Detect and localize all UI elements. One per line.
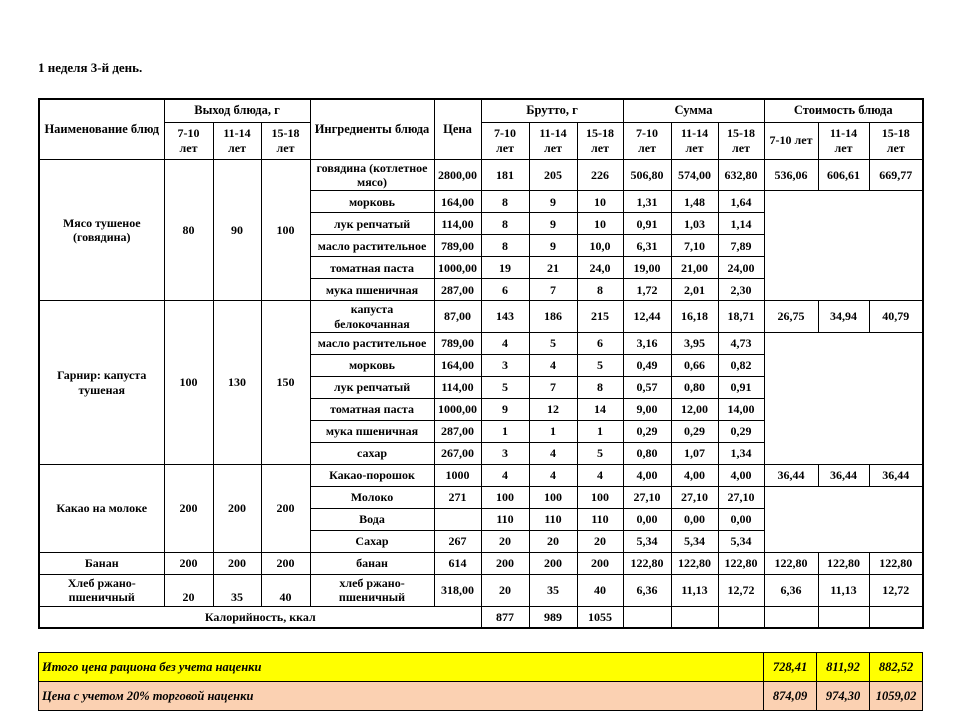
sum-cell: 9,00	[623, 399, 671, 421]
price-cell	[434, 509, 481, 531]
sum-cell: 4,73	[718, 333, 764, 355]
price-cell: 614	[434, 553, 481, 575]
age-header-output-15-18: 15-18 лет	[261, 122, 310, 159]
ingredient-cell: говядина (котлетное мясо)	[310, 159, 434, 191]
header-row-groups	[39, 99, 923, 122]
sum-cell: 27,10	[718, 487, 764, 509]
sum-cell: 1,34	[718, 443, 764, 465]
cost-cell: 606,61	[818, 159, 869, 191]
calories-row	[39, 606, 923, 628]
gross-cell: 8	[577, 279, 623, 301]
gross-cell: 8	[577, 377, 623, 399]
cost-cell: 122,80	[818, 553, 869, 575]
dish-name-cell: Гарнир: капуста тушеная	[39, 301, 164, 465]
output-cell: 200	[213, 465, 261, 553]
gross-cell: 110	[577, 509, 623, 531]
sum-cell: 18,71	[718, 301, 764, 333]
ingredient-cell: капуста белокочанная	[310, 301, 434, 333]
calories-value: 877	[481, 606, 529, 628]
gross-cell: 12	[529, 399, 577, 421]
price-cell: 2800,00	[434, 159, 481, 191]
ingredient-cell: банан	[310, 553, 434, 575]
ingredient-row	[39, 465, 923, 487]
gross-cell: 3	[481, 355, 529, 377]
empty-cell	[623, 606, 671, 628]
sum-cell: 1,64	[718, 191, 764, 213]
output-cell: 20	[164, 575, 213, 607]
sum-cell: 27,10	[623, 487, 671, 509]
price-cell: 271	[434, 487, 481, 509]
total-value: 811,92	[817, 653, 870, 682]
empty-cell	[818, 606, 869, 628]
sum-cell: 5,34	[623, 531, 671, 553]
sum-cell: 4,00	[671, 465, 718, 487]
output-cell: 150	[261, 301, 310, 465]
gross-cell: 10	[577, 191, 623, 213]
sum-cell: 7,10	[671, 235, 718, 257]
dish-name-cell: Хлеб ржано-пшеничный	[39, 575, 164, 607]
gross-cell: 143	[481, 301, 529, 333]
gross-cell: 20	[481, 531, 529, 553]
age-header-gross-7-10: 7-10 лет	[481, 122, 529, 159]
gross-cell: 20	[529, 531, 577, 553]
calories-value: 1055	[577, 606, 623, 628]
cost-cell: 669,77	[869, 159, 923, 191]
output-cell: 90	[213, 159, 261, 301]
gross-cell: 7	[529, 377, 577, 399]
price-cell: 789,00	[434, 235, 481, 257]
gross-cell: 200	[481, 553, 529, 575]
empty-cell	[671, 606, 718, 628]
price-cell: 87,00	[434, 301, 481, 333]
ingredient-cell: лук репчатый	[310, 213, 434, 235]
gross-cell: 4	[481, 465, 529, 487]
total-label: Цена с учетом 20% торговой наценки	[39, 682, 764, 711]
price-cell: 114,00	[434, 377, 481, 399]
sum-cell: 574,00	[671, 159, 718, 191]
ingredient-cell: томатная паста	[310, 399, 434, 421]
dish-name-cell: Мясо тушеное (говядина)	[39, 159, 164, 301]
gross-cell: 100	[577, 487, 623, 509]
gross-cell: 110	[529, 509, 577, 531]
output-cell: 40	[261, 575, 310, 607]
total-value: 728,41	[764, 653, 817, 682]
col-header-gross: Брутто, г	[481, 99, 623, 122]
sum-cell: 1,72	[623, 279, 671, 301]
gross-cell: 110	[481, 509, 529, 531]
sum-cell: 4,00	[718, 465, 764, 487]
sum-cell: 4,00	[623, 465, 671, 487]
ingredient-cell: сахар	[310, 443, 434, 465]
total-row-with-markup	[39, 682, 923, 711]
age-header-gross-15-18: 15-18 лет	[577, 122, 623, 159]
output-cell: 130	[213, 301, 261, 465]
sum-cell: 24,00	[718, 257, 764, 279]
gross-cell: 181	[481, 159, 529, 191]
cost-cell: 26,75	[764, 301, 818, 333]
gross-cell: 4	[529, 443, 577, 465]
empty-cell	[764, 606, 818, 628]
price-cell: 114,00	[434, 213, 481, 235]
col-header-ingredients: Ингредиенты блюда	[310, 99, 434, 159]
sum-cell: 6,36	[623, 575, 671, 607]
gross-cell: 4	[529, 465, 577, 487]
calories-label: Калорийность, ккал	[39, 606, 481, 628]
sum-cell: 0,66	[671, 355, 718, 377]
sum-cell: 7,89	[718, 235, 764, 257]
age-header-sum-7-10: 7-10 лет	[623, 122, 671, 159]
sum-cell: 122,80	[623, 553, 671, 575]
output-cell: 200	[261, 465, 310, 553]
ingredient-cell: Какао-порошок	[310, 465, 434, 487]
sum-cell: 2,30	[718, 279, 764, 301]
sum-cell: 632,80	[718, 159, 764, 191]
cost-cell: 11,13	[818, 575, 869, 607]
price-cell: 287,00	[434, 279, 481, 301]
col-header-price: Цена	[434, 99, 481, 159]
output-cell: 100	[261, 159, 310, 301]
sum-cell: 0,82	[718, 355, 764, 377]
output-cell: 200	[261, 553, 310, 575]
cost-cell: 36,44	[818, 465, 869, 487]
age-header-output-7-10: 7-10 лет	[164, 122, 213, 159]
sum-cell: 0,91	[718, 377, 764, 399]
gross-cell: 226	[577, 159, 623, 191]
cost-cell: 36,44	[764, 465, 818, 487]
ingredient-cell: мука пшеничная	[310, 421, 434, 443]
age-header-output-11-14: 11-14 лет	[213, 122, 261, 159]
gross-cell: 6	[481, 279, 529, 301]
gross-cell: 19	[481, 257, 529, 279]
sum-cell: 0,49	[623, 355, 671, 377]
total-value: 974,30	[817, 682, 870, 711]
merged-cost-cell	[764, 191, 923, 301]
dish-name-cell: Банан	[39, 553, 164, 575]
gross-cell: 21	[529, 257, 577, 279]
sum-cell: 122,80	[671, 553, 718, 575]
age-header-sum-11-14: 11-14 лет	[671, 122, 718, 159]
total-value: 874,09	[764, 682, 817, 711]
gross-cell: 9	[481, 399, 529, 421]
sum-cell: 0,00	[671, 509, 718, 531]
total-row-without-markup	[39, 653, 923, 682]
sum-cell: 0,29	[671, 421, 718, 443]
calories-value: 989	[529, 606, 577, 628]
sum-cell: 16,18	[671, 301, 718, 333]
price-cell: 789,00	[434, 333, 481, 355]
gross-cell: 100	[481, 487, 529, 509]
ingredient-row	[39, 575, 923, 607]
ingredient-cell: масло растительное	[310, 235, 434, 257]
gross-cell: 20	[577, 531, 623, 553]
price-cell: 1000,00	[434, 257, 481, 279]
gross-cell: 1	[481, 421, 529, 443]
totals-table	[38, 652, 923, 711]
gross-cell: 4	[529, 355, 577, 377]
gross-cell: 24,0	[577, 257, 623, 279]
gross-cell: 4	[577, 465, 623, 487]
merged-cost-cell	[764, 333, 923, 465]
ingredient-cell: масло растительное	[310, 333, 434, 355]
price-cell: 267,00	[434, 443, 481, 465]
cost-cell: 40,79	[869, 301, 923, 333]
gross-cell: 6	[577, 333, 623, 355]
empty-cell	[718, 606, 764, 628]
col-header-output: Выход блюда, г	[164, 99, 310, 122]
gross-cell: 1	[529, 421, 577, 443]
sum-cell: 0,00	[623, 509, 671, 531]
sum-cell: 14,00	[718, 399, 764, 421]
menu-table	[38, 98, 924, 629]
sum-cell: 12,00	[671, 399, 718, 421]
gross-cell: 215	[577, 301, 623, 333]
sum-cell: 506,80	[623, 159, 671, 191]
price-cell: 164,00	[434, 191, 481, 213]
sum-cell: 5,34	[671, 531, 718, 553]
output-cell: 200	[164, 553, 213, 575]
output-cell: 200	[213, 553, 261, 575]
ingredient-row	[39, 301, 923, 333]
ingredient-cell: хлеб ржано-пшеничный	[310, 575, 434, 607]
dish-name-cell: Какао на молоке	[39, 465, 164, 553]
gross-cell: 8	[481, 213, 529, 235]
sum-cell: 2,01	[671, 279, 718, 301]
price-cell: 1000	[434, 465, 481, 487]
ingredient-cell: Вода	[310, 509, 434, 531]
sum-cell: 1,14	[718, 213, 764, 235]
age-header-cost-11-14: 11-14 лет	[818, 122, 869, 159]
price-cell: 1000,00	[434, 399, 481, 421]
sum-cell: 1,48	[671, 191, 718, 213]
age-header-cost-7-10: 7-10 лет	[764, 122, 818, 159]
gross-cell: 7	[529, 279, 577, 301]
gross-cell: 8	[481, 191, 529, 213]
output-cell: 200	[164, 465, 213, 553]
sum-cell: 5,34	[718, 531, 764, 553]
gross-cell: 40	[577, 575, 623, 607]
price-cell: 318,00	[434, 575, 481, 607]
sum-cell: 0,29	[623, 421, 671, 443]
sum-cell: 0,91	[623, 213, 671, 235]
ingredient-row	[39, 159, 923, 191]
gross-cell: 20	[481, 575, 529, 607]
sum-cell: 27,10	[671, 487, 718, 509]
gross-cell: 5	[481, 377, 529, 399]
sum-cell: 0,00	[718, 509, 764, 531]
sum-cell: 0,80	[623, 443, 671, 465]
ingredient-cell: морковь	[310, 191, 434, 213]
total-label: Итого цена рациона без учета наценки	[39, 653, 764, 682]
col-header-sum: Сумма	[623, 99, 764, 122]
price-cell: 164,00	[434, 355, 481, 377]
cost-cell: 122,80	[869, 553, 923, 575]
cost-cell: 6,36	[764, 575, 818, 607]
gross-cell: 14	[577, 399, 623, 421]
header-row-ages	[39, 122, 923, 159]
sum-cell: 0,57	[623, 377, 671, 399]
total-value: 882,52	[870, 653, 923, 682]
ingredient-cell: Молоко	[310, 487, 434, 509]
gross-cell: 4	[481, 333, 529, 355]
gross-cell: 5	[577, 355, 623, 377]
cost-cell: 122,80	[764, 553, 818, 575]
col-header-cost: Стоимость блюда	[764, 99, 923, 122]
sum-cell: 3,16	[623, 333, 671, 355]
output-cell: 35	[213, 575, 261, 607]
sum-cell: 1,03	[671, 213, 718, 235]
gross-cell: 200	[577, 553, 623, 575]
sum-cell: 0,80	[671, 377, 718, 399]
ingredient-cell: томатная паста	[310, 257, 434, 279]
gross-cell: 5	[577, 443, 623, 465]
cost-cell: 36,44	[869, 465, 923, 487]
sum-cell: 19,00	[623, 257, 671, 279]
gross-cell: 9	[529, 235, 577, 257]
gross-cell: 1	[577, 421, 623, 443]
gross-cell: 205	[529, 159, 577, 191]
sum-cell: 21,00	[671, 257, 718, 279]
ingredient-cell: лук репчатый	[310, 377, 434, 399]
cost-cell: 536,06	[764, 159, 818, 191]
output-cell: 80	[164, 159, 213, 301]
ingredient-cell: мука пшеничная	[310, 279, 434, 301]
sum-cell: 6,31	[623, 235, 671, 257]
gross-cell: 8	[481, 235, 529, 257]
merged-cost-cell	[764, 487, 923, 553]
sum-cell: 1,31	[623, 191, 671, 213]
sum-cell: 0,29	[718, 421, 764, 443]
sum-cell: 1,07	[671, 443, 718, 465]
sum-cell: 12,72	[718, 575, 764, 607]
age-header-gross-11-14: 11-14 лет	[529, 122, 577, 159]
gross-cell: 200	[529, 553, 577, 575]
price-cell: 287,00	[434, 421, 481, 443]
gross-cell: 5	[529, 333, 577, 355]
price-cell: 267	[434, 531, 481, 553]
gross-cell: 9	[529, 213, 577, 235]
col-header-name: Наименование блюд	[39, 99, 164, 159]
age-header-cost-15-18: 15-18 лет	[869, 122, 923, 159]
gross-cell: 9	[529, 191, 577, 213]
gross-cell: 10,0	[577, 235, 623, 257]
cost-cell: 34,94	[818, 301, 869, 333]
sum-cell: 3,95	[671, 333, 718, 355]
gross-cell: 35	[529, 575, 577, 607]
output-cell: 100	[164, 301, 213, 465]
sum-cell: 12,44	[623, 301, 671, 333]
empty-cell	[869, 606, 923, 628]
ingredient-cell: Сахар	[310, 531, 434, 553]
sum-cell: 11,13	[671, 575, 718, 607]
gross-cell: 10	[577, 213, 623, 235]
total-value: 1059,02	[870, 682, 923, 711]
gross-cell: 3	[481, 443, 529, 465]
ingredient-row	[39, 553, 923, 575]
page-title: 1 неделя 3-й день.	[38, 60, 143, 75]
ingredient-cell: морковь	[310, 355, 434, 377]
sum-cell: 122,80	[718, 553, 764, 575]
gross-cell: 100	[529, 487, 577, 509]
age-header-sum-15-18: 15-18 лет	[718, 122, 764, 159]
gross-cell: 186	[529, 301, 577, 333]
cost-cell: 12,72	[869, 575, 923, 607]
